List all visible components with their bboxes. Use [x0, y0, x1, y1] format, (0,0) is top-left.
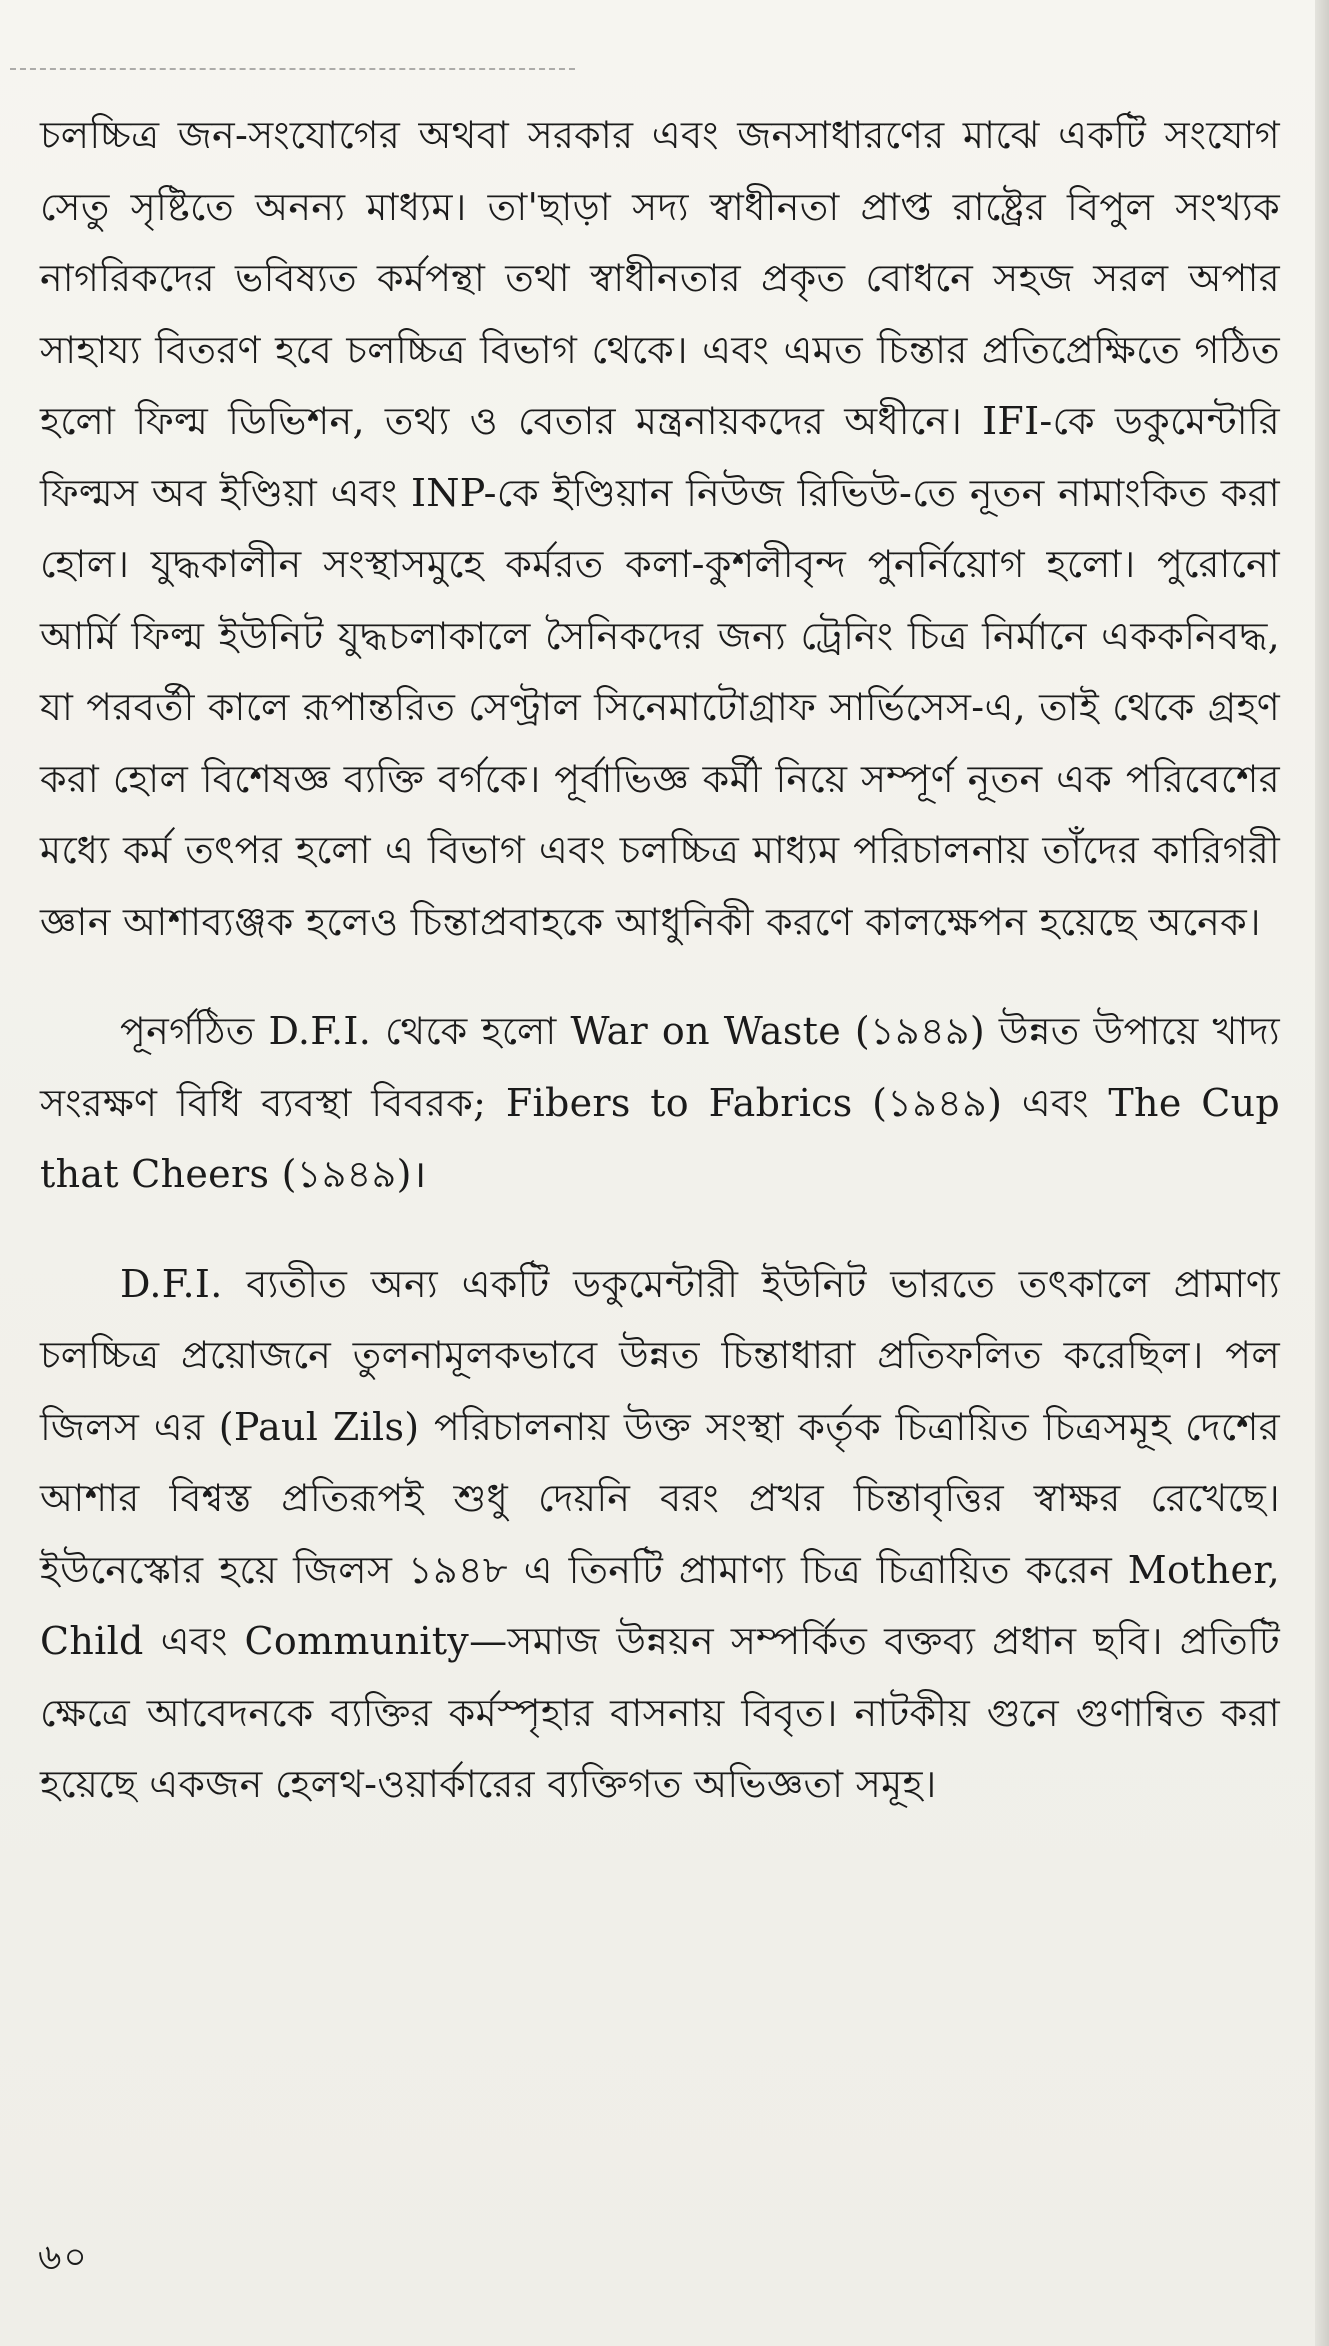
- paragraph-2: পূনর্গঠিত D.F.I. থেকে হলো War on Waste (১৯৪৯) উন্নত উপায়ে খাদ্য সংরক্ষণ বিধি ব্যবস্থা বিবরক; Fibers to Fabrics (১৯৪৯) এবং The Cup that Cheers (১৯৪৯)।: [40, 1009, 1280, 1196]
- paragraph-3: D.F.I. ব্যতীত অন্য একটি ডকুমেন্টারী ইউনিট ভারতে তৎকালে প্রামাণ্য চলচ্চিত্র প্রয়োজনে তুলনামূলকভাবে উন্নত চিন্তাধারা প্রতিফলিত করেছিল। পল জিলস এর (Paul Zils) পরিচালনায় উক্ত সংস্থা কর্তৃক চিত্রায়িত চিত্রসমূহ দেশের আশার বিশ্বস্ত প্রতিরূপই শুধু দেয়নি বরং প্রখর চিন্তাবৃত্তির স্বাক্ষর রেখেছে। ইউনেস্কোর হয়ে জিলস ১৯৪৮ এ তিনটি প্রামাণ্য চিত্র চিত্রায়িত করেন Mother, Child এবং Community—সমাজ উন্নয়ন সম্পর্কিত বক্তব্য প্রধান ছবি। প্রতিটি ক্ষেত্রে আবেদনকে ব্যক্তির কর্মস্পৃহার বাসনায় বিবৃত। নাটকীয় গুনে গুণান্বিত করা হয়েছে একজন হেলথ-ওয়ার্কারের ব্যক্তিগত অভিজ্ঞতা সমূহ।: [40, 1261, 1280, 1806]
- paragraph-1: চলচ্চিত্র জন-সংযোগের অথবা সরকার এবং জনসাধারণের মাঝে একটি সংযোগ সেতু সৃষ্টিতে অনন্য মাধ্যম। তা'ছাড়া সদ্য স্বাধীনতা প্রাপ্ত রাষ্ট্রের বিপুল সংখ্যক নাগরিকদের ভবিষ্যত কর্মপন্থা তথা স্বাধীনতার প্রকৃত বোধনে সহজ সরল অপার সাহায্য বিতরণ হবে চলচ্চিত্র বিভাগ থেকে। এবং এমত চিন্তার প্রতিপ্রেক্ষিতে গঠিত হলো ফিল্ম ডিভিশন, তথ্য ও বেতার মন্ত্রনায়কদের অধীনে। IFI-কে ডকুমেন্টারি ফিল্মস অব ইণ্ডিয়া এবং INP-কে ইণ্ডিয়ান নিউজ রিভিউ-তে নূতন নামাংকিত করা হোল। যুদ্ধকালীন সংস্থাসমুহে কর্মরত কলা-কুশলীবৃন্দ পুনর্নিয়োগ হলো। পুরোনো আর্মি ফিল্ম ইউনিট যুদ্ধচলাকালে সৈনিকদের জন্য ট্রেনিং চিত্র নির্মানে এককনিবদ্ধ, যা পরবর্তী কালে রূপান্তরিত সেণ্ট্রাল সিনেমাটোগ্রাফ সার্ভিসেস-এ, তাই থেকে গ্রহণ করা হোল বিশেষজ্ঞ ব্যক্তি বর্গকে। পূর্বাভিজ্ঞ কর্মী নিয়ে সম্পূর্ণ নূতন এক পরিবেশের মধ্যে কর্ম তৎপর হলো এ বিভাগ এবং চলচ্চিত্র মাধ্যম পরিচালনায় তাঁদের কারিগরী জ্ঞান আশাব্যঞ্জক হলেও চিন্তাপ্রবাহকে আধুনিকী করণে কালক্ষেপন হয়েছে অনেক।: [40, 113, 1280, 944]
- body-text: [40, 100, 1280, 1821]
- top-dashed-rule: [10, 68, 575, 70]
- page-edge-shadow: [1315, 0, 1329, 2346]
- page-number: ৬০: [38, 2237, 89, 2278]
